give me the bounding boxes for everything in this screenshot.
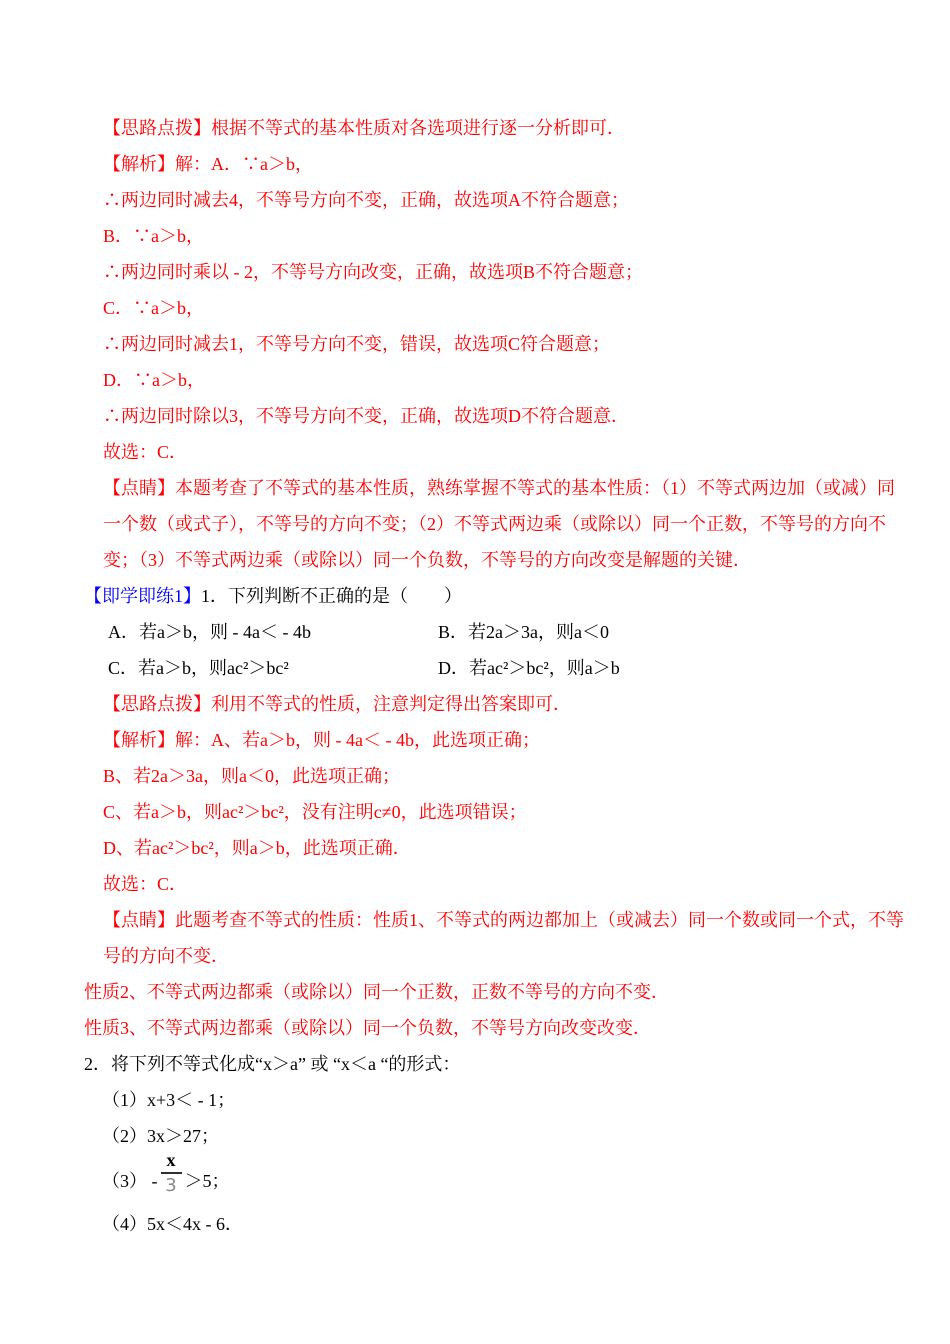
item3-prefix: （3） -	[102, 1171, 158, 1191]
practice1-hint-line: 【思路点拨】利用不等式的性质，注意判定得出答案即可．	[103, 694, 571, 714]
q1-solution-line: ∴两边同时减去1，不等号方向不变，错误，故选项C符合题意；	[103, 334, 611, 354]
option-c: C．若a＞b，则ac²＞bc²	[108, 658, 289, 678]
fraction-numerator: x	[166, 1150, 176, 1170]
fraction-x-over-3	[161, 1151, 182, 1195]
practice1-solution-line: D、若ac²＞bc²，则a＞b，此选项正确．	[103, 838, 411, 858]
q1-solution-line: D．∵a＞b，	[103, 370, 205, 390]
practice1-question-text: 1．下列判断不正确的是（ ）	[201, 586, 462, 606]
option-a: A．若a＞b，则 - 4a＜ - 4b	[108, 622, 311, 642]
practice1-solution-line: C、若a＞b，则ac²＞bc²，没有注明c≠0，此选项错误；	[103, 802, 527, 822]
practice1-solution-line: B、若2a＞3a，则a＜0，此选项正确；	[103, 766, 400, 786]
practice1-remark-line: 性质2、不等式两边都乘（或除以）同一个正数，正数不等号的方向不变．	[84, 982, 669, 1002]
q1-solution-line: 【解析】解：A．∵a＞b，	[103, 154, 313, 174]
practice1-options-row-1	[84, 614, 904, 650]
fraction-denominator: 3	[165, 1175, 177, 1196]
question2-item-1: （1）x+3＜ - 1；	[102, 1090, 236, 1110]
q1-solution-line: ∴两边同时乘以 - 2，不等号方向改变，正确，故选项B不符合题意；	[103, 262, 643, 282]
option-d: D．若ac²＞bc²，则a＞b	[438, 658, 620, 678]
q1-solution-line: C．∵a＞b，	[103, 298, 204, 318]
practice1-remark-line: 号的方向不变．	[103, 946, 229, 966]
q1-answer-line: 故选：C．	[103, 442, 188, 462]
q1-remark-line: 【点睛】本题考查了不等式的基本性质，熟练掌握不等式的基本性质：（1）不等式两边加（或减）同	[103, 478, 895, 498]
practice1-remark-line: 【点睛】此题考查不等式的性质：性质1、不等式的两边都加上（或减去）同一个数或同一个式，不等	[103, 910, 904, 930]
practice1-remark-line: 性质3、不等式两边都乘（或除以）同一个负数，不等号方向改变改变．	[84, 1018, 651, 1038]
q1-hint-line: 【思路点拨】根据不等式的基本性质对各选项进行逐一分析即可．	[103, 118, 625, 138]
q1-solution-line: ∴两边同时减去4，不等号方向不变，正确，故选项A不符合题意；	[103, 190, 629, 210]
q1-remark-line: 一个数（或式子），不等号的方向不变；（2）不等式两边乘（或除以）同一个正数，不等号的方向不	[103, 514, 886, 534]
item3-suffix: ＞5；	[184, 1171, 230, 1191]
practice1-answer-line: 故选：C．	[103, 874, 188, 894]
q1-solution-line: ∴两边同时除以3，不等号方向不变，正确，故选项D不符合题意．	[103, 406, 629, 426]
practice1-options-row-2	[84, 650, 904, 686]
question2-item-3	[84, 1150, 904, 1206]
question2-item-4: （4）5x＜4x - 6．	[102, 1214, 243, 1234]
practice1-solution-line: 【解析】解：A、若a＞b，则 - 4a＜ - 4b，此选项正确；	[103, 730, 540, 750]
q1-solution-line: B．∵a＞b，	[103, 226, 204, 246]
q1-remark-line: 变；（3）不等式两边乘（或除以）同一个负数，不等号的方向改变是解题的关键．	[103, 550, 751, 570]
option-b: B．若2a＞3a，则a＜0	[438, 622, 609, 642]
question2-item-2: （2）3x＞27；	[102, 1126, 219, 1146]
page-content	[84, 110, 904, 1242]
practice1-question-line	[84, 578, 904, 614]
practice1-label: 【即学即练1】	[84, 586, 201, 606]
question2-stem: 2．将下列不等式化成“x＞a” 或 “x＜a “的形式：	[84, 1054, 461, 1074]
